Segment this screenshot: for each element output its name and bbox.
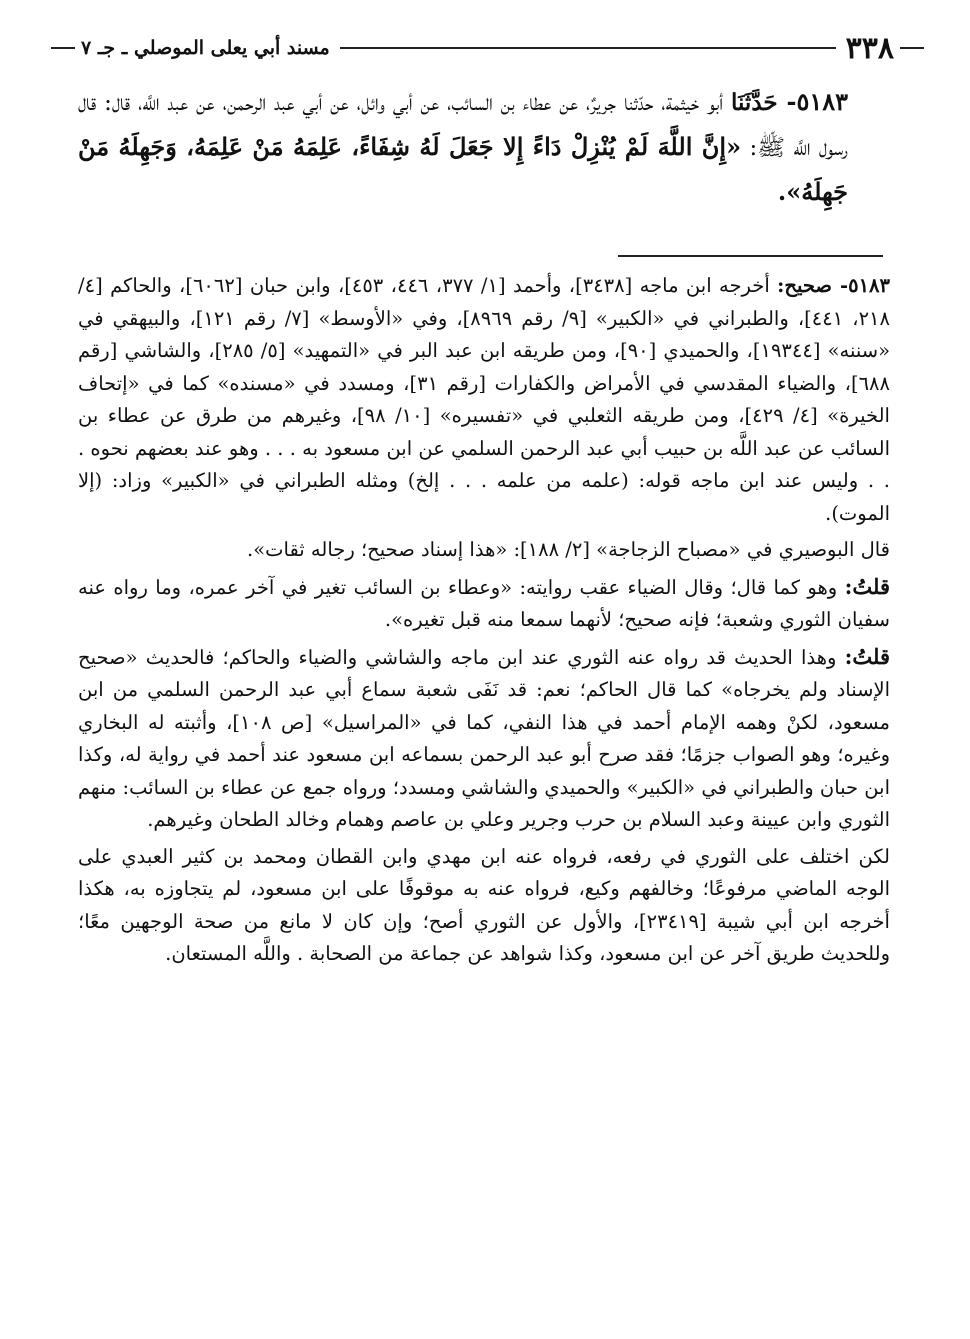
grade-label: صحيح: (777, 274, 832, 297)
header-dash-end (51, 47, 75, 49)
final-paragraph: لكن اختلف على الثوري في رفعه، فرواه عنه ابن مهدي وابن القطان ومحمد بن كثير العبدي على الوجه الماضي مرفوعًا؛ وخالفهم وكيع، فرواه عنه به موقوفًا على ابن مسعود، لم يتجاوزه به، هكذا أخرجه ابن أبي شيبة [٢٣٤١٩]، والأول عن الثوري أصح؛ وإن كان لا مانع من صحة الوجهين معًا؛ وللحديث طريق آخر عن ابن مسعود، وكذا شواهد عن جماعة من الصحابة . واللَّه المستعان. (78, 844, 890, 965)
hadith-lead-word: حَدَّثَنَا (730, 89, 778, 116)
page-header (45, 28, 930, 68)
qult-text-1: وهو كما قال؛ وقال الضياء عقب روايته: «وعطاء بن السائب تغير في آخر عمره، وما رواه عنه سفيان الثوري وشعبة؛ فإنه صحيح؛ لأنهما سمعا منه قبل تغيره». (78, 575, 890, 631)
busiri-paragraph: قال البوصيري في «مصباح الزجاجة» [٢/ ١٨٨]: «هذا إسناد صحيح؛ رجاله ثقات». (247, 538, 890, 561)
qult-label-2: قلتُ: (844, 643, 891, 669)
header-rule (340, 47, 836, 49)
qult-paragraph-2 (78, 641, 890, 837)
qult-text-2: وهذا الحديث قد رواه عنه الثوري عند ابن ماجه والشاشي والضياء والحاكم؛ فالحديث «صحيح الإسناد ولم يخرجاه» كما قال الحاكم؛ نعم: قد نَفَى شعبة سماع أبي عبد الرحمن السلمي من ابن مسعود، لكنْ وهمه الإمام أحمد في هذا النفي، كما في «المراسيل» [ص ١٠٨]، وأثبته له البخاري وغيره؛ وهو الصواب جزمًا؛ فقد صرح أبو عبد الرحمن بسماعه ابن مسعود عند أحمد في رواية له، وكذا ابن حبان والطبراني في «الكبير» والحميدي والشاشي ومسدد؛ ورواه جمع عن عطاء بن السائب: منهم الثوري وابن عيينة وعبد السلام بن حرب وجرير وعلي بن عاصم وهمام وخالد الطحان وغيرهم. (78, 645, 890, 831)
footnotes (78, 270, 890, 975)
footnote-separator (618, 255, 883, 257)
qult-paragraph-1 (78, 571, 890, 637)
hadith-number: ٥١٨٣ (796, 87, 848, 116)
header-dash (900, 47, 924, 49)
hadith-text: ٥١٨٣- حَدَّثَنَا أبو خيثمة، حدّثنا جريرٌ، عن عطاء بن السائب، عن أبي وائل، عن أبي عبد الرحمن، عن عبد اللَّه، قال: قال رسول اللَّه ﷺ: «إِنَّ اللَّهَ لَمْ يُنْزِلْ دَاءً إِلا جَعَلَ لَهُ شِفَاءً، عَلِمَهُ مَنْ عَلِمَهُ، وَجَهِلَهُ مَنْ جَهِلَهُ». (78, 87, 849, 206)
running-title: مسند أبي يعلى الموصلي ـ جـ ٧ (81, 37, 330, 59)
takhrij-text: أخرجه ابن ماجه [٣٤٣٨]، وأحمد [١/ ٣٧٧، ٤٤٦، ٤٥٣]، وابن حبان [٦٠٦٢]، والحاكم [٤/ ٢١٨، ٤٤١]، والطبراني في «الكبير» [٩/ رقم ٨٩٦٩]، وفي «الأوسط» [٧/ رقم ١٢١]، والبيهقي في «سننه» [١٩٣٤٤]، والحميدي [٩٠]، ومن طريقه ابن عبد البر في «التمهيد» [٥/ ٢٨٥]، والشاشي [رقم ٦٨٨]، والضياء المقدسي في الأمراض والكفارات [رقم ٣١]، ومسدد في «مسنده» كما في «إتحاف الخيرة» [٤/ ٤٢٩]، ومن طريقه الثعلبي في «تفسيره» [١٠/ ٩٨]، وغيرهم من طرق عن عطاء بن السائب عن عبد اللَّه بن حبيب أبي عبد الرحمن السلمي عن ابن مسعود به . . . وهو عند بعضهم نحوه . . . وليس عند ابن ماجه قوله: (علمه من علمه . . . إلخ) ومثله الطبراني في «الكبير» وزاد: (إلا الموت). (78, 274, 891, 525)
hadith-isnad: أبو خيثمة، حدّثنا جريرٌ، عن عطاء بن السائب، عن أبي وائل، عن أبي عبد الرحمن، عن عبد اللَّه، قال: قال رسول اللَّه ﷺ: (78, 90, 849, 161)
page-number: ٣٣٨ (845, 30, 894, 66)
takhrij-paragraph: ٥١٨٣- صحيح: أخرجه ابن ماجه [٣٤٣٨]، وأحمد [١/ ٣٧٧، ٤٤٦، ٤٥٣]، وابن حبان [٦٠٦٢]، والحاكم [٤/ ٢١٨، ٤٤١]، والطبراني في «الكبير» [٩/ رقم ٨٩٦٩]، وفي «الأوسط» [٧/ رقم ١٢١]، والبيهقي في «سننه» [١٩٣٤٤]، والحميدي [٩٠]، ومن طريقه ابن عبد البر في «التمهيد» [٥/ ٢٨٥]، والشاشي [رقم ٦٨٨]، والضياء المقدسي في الأمراض والكفارات [رقم ٣١]، ومسدد في «مسنده» كما في «إتحاف الخيرة» [٤/ ٤٢٩]، ومن طريقه الثعلبي في «تفسيره» [١٠/ ٩٨]، وغيرهم من طرق عن عطاء بن السائب عن عبد اللَّه بن حبيب أبي عبد الرحمن السلمي عن ابن مسعود به . . . وهو عند بعضهم نحوه . . . وليس عند ابن ماجه قوله: (علمه من علمه . . . إلخ) ومثله الطبراني في «الكبير» وزاد: (إلا الموت). (78, 274, 891, 525)
note-number: ٥١٨٣ (848, 274, 890, 297)
hadith-matn: «إِنَّ اللَّهَ لَمْ يُنْزِلْ دَاءً إِلا جَعَلَ لَهُ شِفَاءً، عَلِمَهُ مَنْ عَلِمَهُ، وَجَهِلَهُ مَنْ جَهِلَهُ». (78, 132, 848, 206)
qult-label: قلتُ: (844, 573, 891, 599)
